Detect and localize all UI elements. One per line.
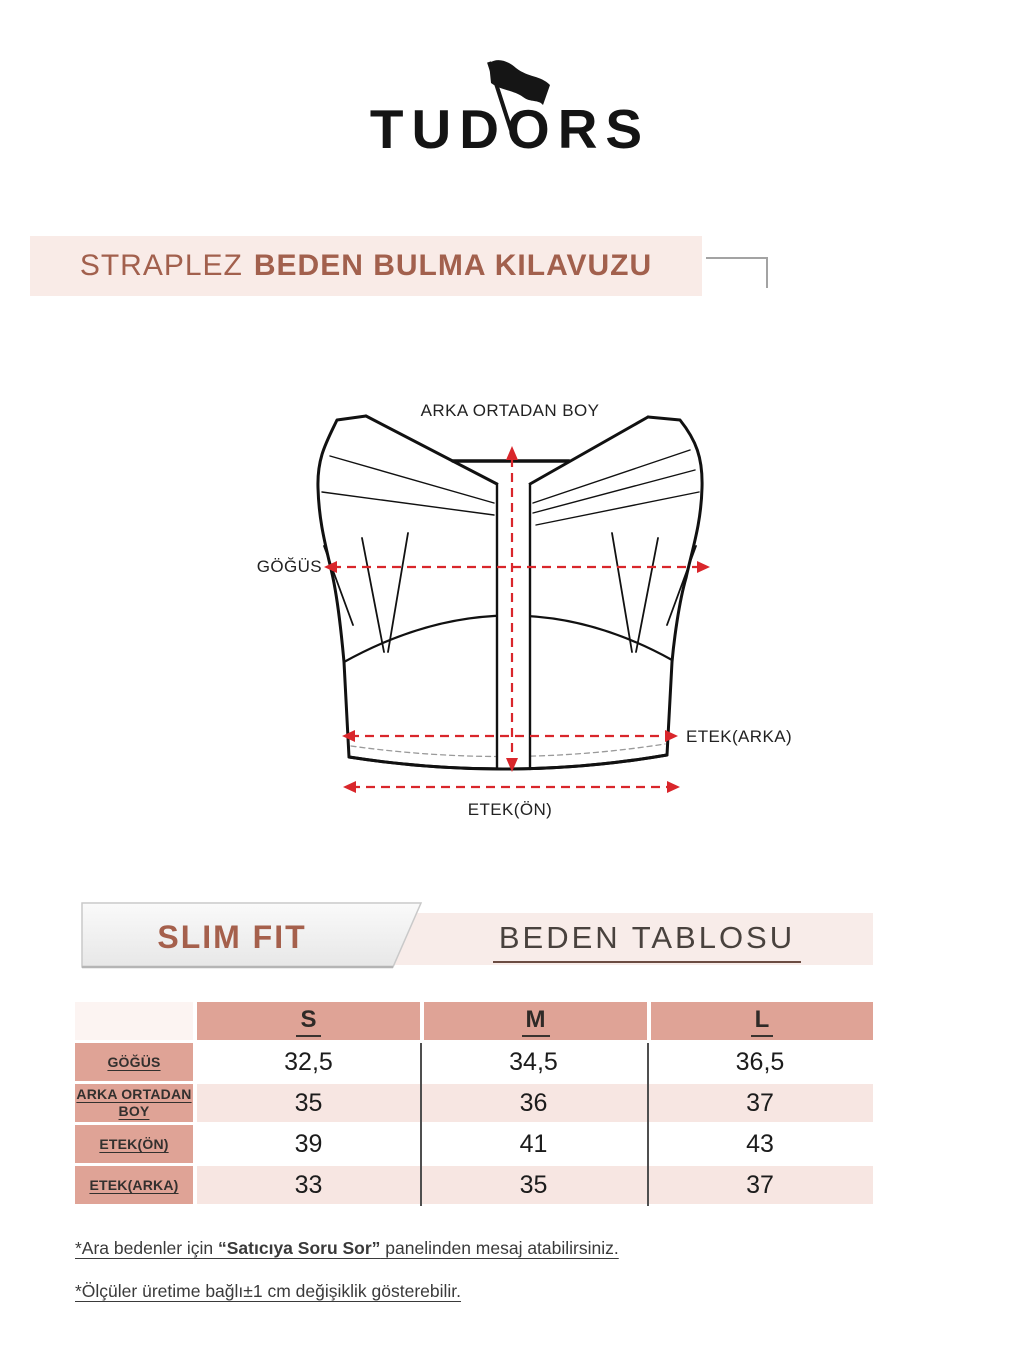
label-chest: GÖĞÜS [256, 557, 322, 576]
size-table-title: BEDEN TABLOSU [421, 920, 873, 956]
note-tolerance: *Ölçüler üretime bağlı±1 cm değişiklik gösterebilir. [75, 1281, 462, 1301]
label-hem-front: ETEK(ÖN) [467, 800, 553, 819]
fit-type-label: SLIM FIT [157, 919, 307, 955]
size-table [75, 1002, 873, 1204]
banner-title-light: STRAPLEZ [79, 249, 243, 282]
banner-bracket-vertical [766, 257, 768, 288]
note-bold-segment: “Satıcıya Soru Sor” [218, 1238, 381, 1258]
cell-hem-front-l: 43 [647, 1125, 873, 1163]
cell-hem-front-s: 39 [193, 1125, 420, 1163]
garment-diagram-svg [290, 395, 730, 835]
size-guide-banner [30, 236, 702, 296]
column-header-l: L [647, 1002, 873, 1040]
cell-back-length-l: 37 [647, 1084, 873, 1122]
cell-chest-s: 32,5 [193, 1043, 420, 1081]
row-label-chest: GÖĞÜS [75, 1043, 193, 1081]
label-back-center-length: ARKA ORTADAN BOY [420, 401, 600, 420]
table-corner-cell [75, 1002, 193, 1040]
column-divider-2 [647, 1043, 649, 1206]
cell-hem-front-m: 41 [420, 1125, 647, 1163]
cell-hem-back-l: 37 [647, 1166, 873, 1204]
cell-chest-m: 34,5 [420, 1043, 647, 1081]
row-label-hem-back: ETEK(ARKA) [75, 1166, 193, 1204]
banner-title-bold: BEDEN BULMA KILAVUZU [253, 249, 653, 282]
cell-chest-l: 36,5 [647, 1043, 873, 1081]
brand-name: TUDORS [369, 98, 651, 160]
label-hem-back: ETEK(ARKA) [686, 727, 793, 746]
row-label-hem-front: ETEK(ÖN) [75, 1125, 193, 1163]
column-header-s: S [193, 1002, 420, 1040]
cell-hem-back-m: 35 [420, 1166, 647, 1204]
cell-back-length-s: 35 [193, 1084, 420, 1122]
column-header-m: M [420, 1002, 647, 1040]
cell-back-length-m: 36 [420, 1084, 647, 1122]
cell-hem-back-s: 33 [193, 1166, 420, 1204]
note-intermediate-sizes: *Ara bedenler için “Satıcıya Soru Sor” panelinden mesaj atabilirsiniz. [75, 1238, 619, 1258]
row-label-back-length: ARKA ORTADAN BOY [75, 1084, 193, 1122]
banner-bracket-horizontal [706, 257, 768, 259]
column-divider-1 [420, 1043, 422, 1206]
